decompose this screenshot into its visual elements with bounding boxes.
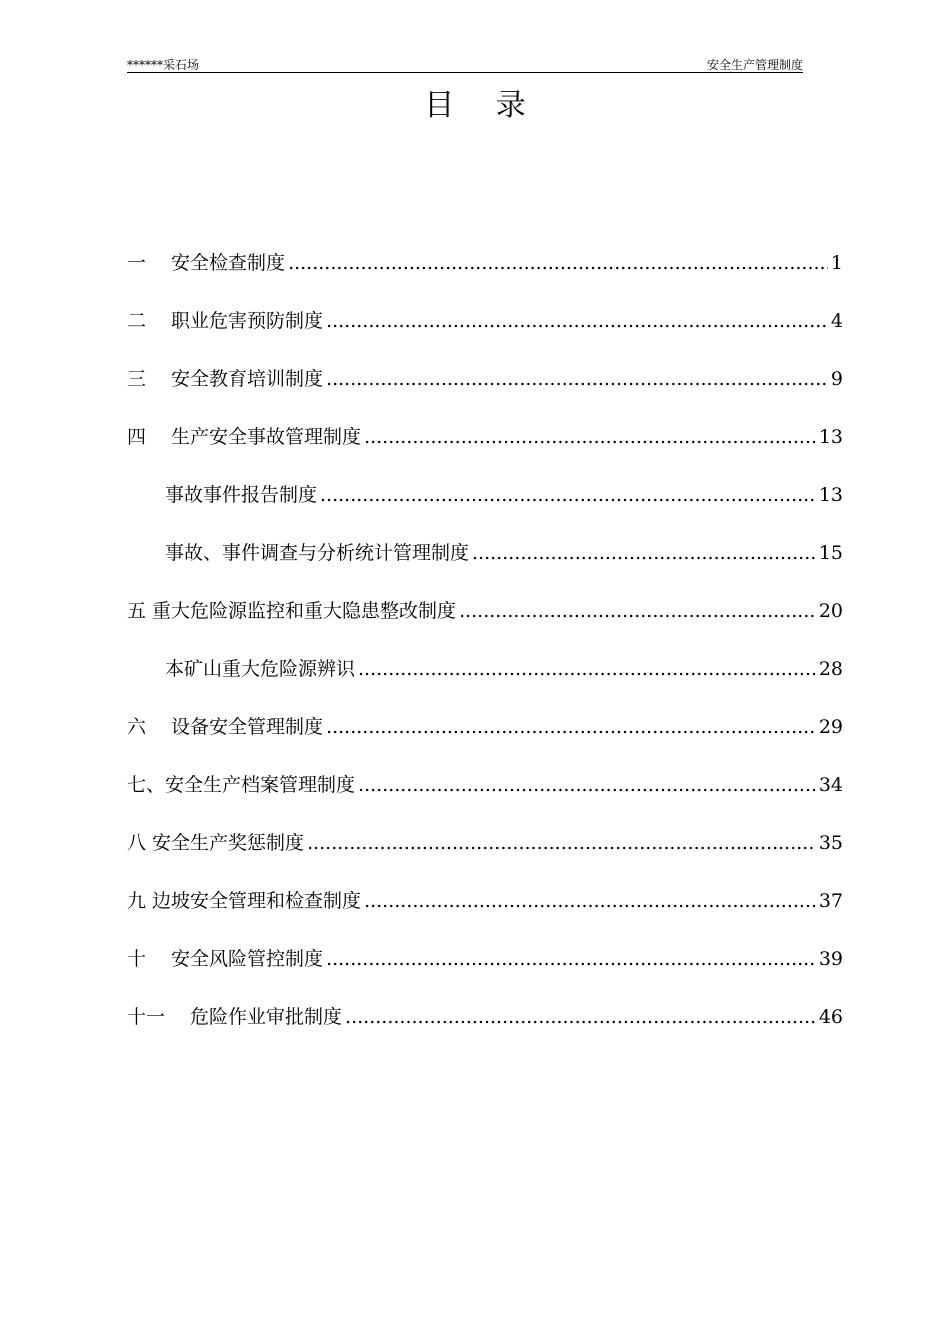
toc-page-number: 13 xyxy=(818,426,843,448)
toc-page-number: 29 xyxy=(818,716,843,738)
toc-number: 七、 xyxy=(127,774,166,796)
toc-entry-5-1[interactable] xyxy=(127,654,843,712)
toc-leader-dots xyxy=(326,944,816,974)
toc-page-number: 4 xyxy=(830,310,843,332)
toc-leader-dots xyxy=(364,886,816,916)
toc-leader-dots xyxy=(459,596,816,626)
toc-entry-2[interactable] xyxy=(127,306,843,364)
table-of-contents xyxy=(127,248,843,1060)
toc-number: 十 xyxy=(127,948,172,970)
header-company-name: ******采石场 xyxy=(127,58,200,72)
toc-page-number: 1 xyxy=(830,252,843,274)
toc-number: 五 xyxy=(127,600,153,622)
toc-entry-6[interactable] xyxy=(127,712,843,770)
toc-label: 事故、事件调查与分析统计管理制度 xyxy=(165,542,470,564)
toc-entry-8[interactable] xyxy=(127,828,843,886)
toc-page-number: 37 xyxy=(818,890,843,912)
toc-label: 安全教育培训制度 xyxy=(171,368,324,390)
toc-entry-10[interactable] xyxy=(127,944,843,1002)
toc-leader-dots xyxy=(326,712,816,742)
toc-entry-1[interactable] xyxy=(127,248,843,306)
toc-number: 三 xyxy=(127,368,172,390)
toc-entry-3[interactable] xyxy=(127,364,843,422)
toc-entry-5[interactable] xyxy=(127,596,843,654)
toc-label: 设备安全管理制度 xyxy=(171,716,324,738)
toc-leader-dots xyxy=(364,422,816,452)
toc-entry-4[interactable] xyxy=(127,422,843,480)
toc-label: 生产安全事故管理制度 xyxy=(171,426,362,448)
toc-leader-dots xyxy=(326,306,828,336)
toc-number: 四 xyxy=(127,426,172,448)
toc-leader-dots xyxy=(345,1002,816,1032)
toc-leader-dots xyxy=(320,480,816,510)
toc-number: 九 xyxy=(127,890,153,912)
toc-leader-dots xyxy=(288,248,828,278)
toc-leader-dots xyxy=(307,828,816,858)
toc-label: 重大危险源监控和重大隐患整改制度 xyxy=(152,600,457,622)
toc-entry-9[interactable] xyxy=(127,886,843,944)
toc-page-number: 15 xyxy=(818,542,843,564)
toc-page-number: 9 xyxy=(830,368,843,390)
toc-label: 本矿山重大危险源辨识 xyxy=(165,658,356,680)
toc-entry-7[interactable] xyxy=(127,770,843,828)
toc-page-number: 46 xyxy=(818,1006,843,1028)
toc-page-number: 20 xyxy=(818,600,843,622)
toc-label: 安全风险管控制度 xyxy=(171,948,324,970)
page-header xyxy=(127,58,803,73)
toc-number: 二 xyxy=(127,310,172,332)
toc-entry-4-1[interactable] xyxy=(127,480,843,538)
toc-number: 八 xyxy=(127,832,153,854)
toc-leader-dots xyxy=(326,364,828,394)
toc-label: 事故事件报告制度 xyxy=(165,484,318,506)
toc-leader-dots xyxy=(472,538,816,568)
toc-leader-dots xyxy=(358,770,816,800)
toc-number: 十一 xyxy=(127,1006,191,1028)
toc-number: 一 xyxy=(127,252,172,274)
page-title: 目 录 xyxy=(424,88,542,123)
toc-label: 危险作业审批制度 xyxy=(190,1006,343,1028)
toc-label: 职业危害预防制度 xyxy=(171,310,324,332)
toc-label: 安全生产档案管理制度 xyxy=(165,774,356,796)
toc-page-number: 28 xyxy=(818,658,843,680)
toc-leader-dots xyxy=(358,654,816,684)
toc-page-number: 13 xyxy=(818,484,843,506)
toc-entry-4-2[interactable] xyxy=(127,538,843,596)
toc-page-number: 35 xyxy=(818,832,843,854)
toc-label: 安全生产奖惩制度 xyxy=(152,832,305,854)
header-document-title: 安全生产管理制度 xyxy=(706,58,803,72)
toc-label: 边坡安全管理和检查制度 xyxy=(152,890,362,912)
toc-entry-11[interactable] xyxy=(127,1002,843,1060)
toc-label: 安全检查制度 xyxy=(171,252,286,274)
toc-number: 六 xyxy=(127,716,172,738)
toc-page-number: 34 xyxy=(818,774,843,796)
toc-page-number: 39 xyxy=(818,948,843,970)
